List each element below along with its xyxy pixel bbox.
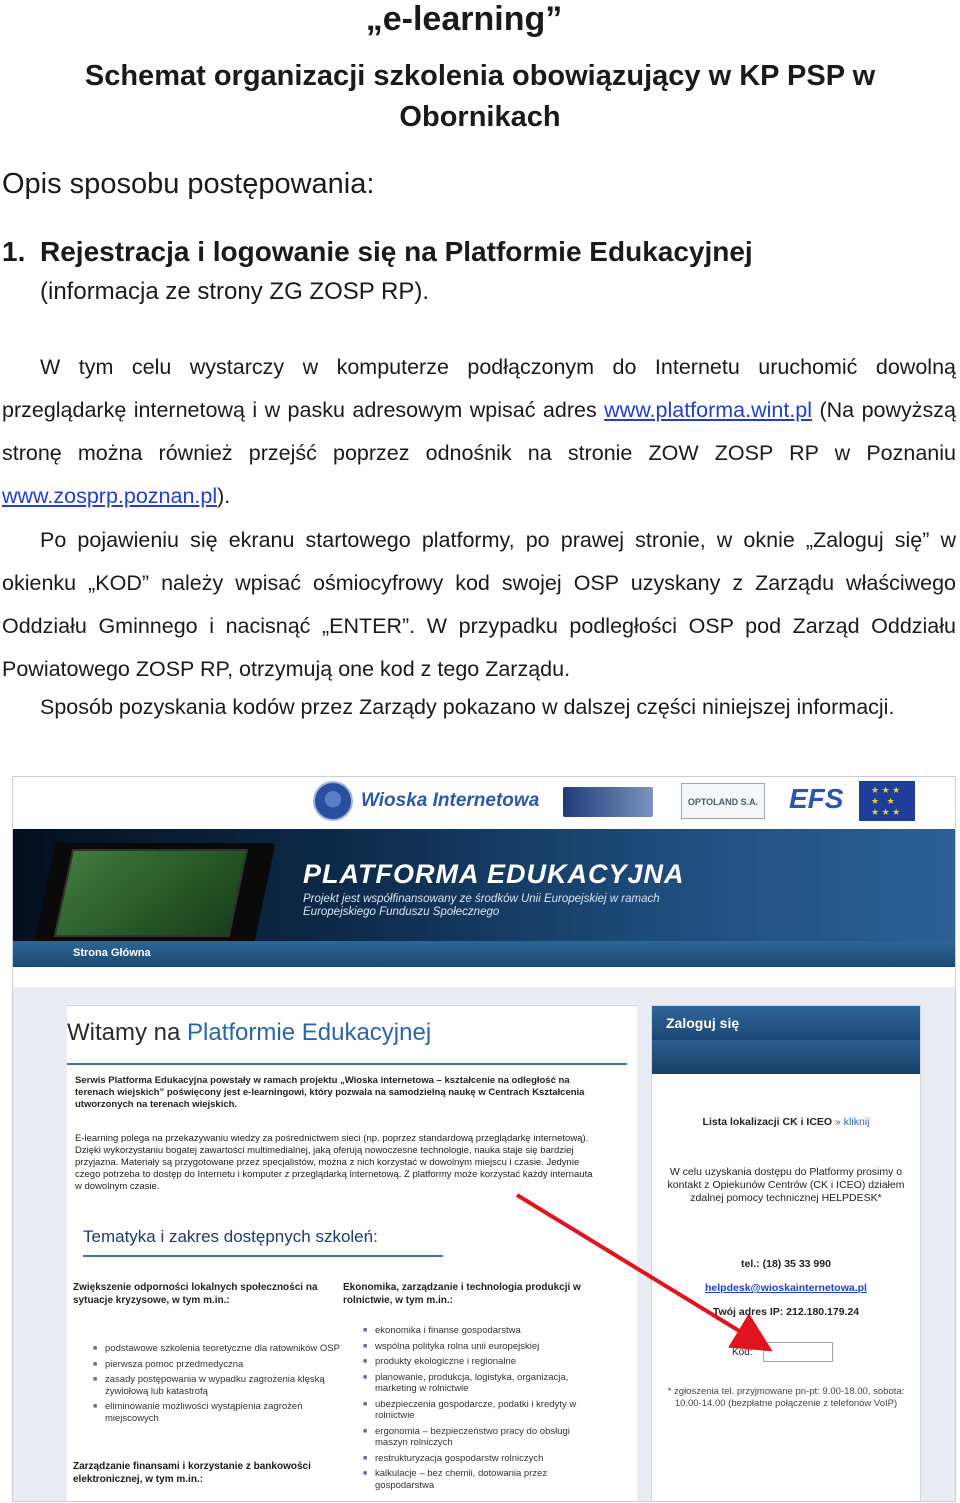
opis-heading: Opis sposobu postępowania: <box>2 168 375 200</box>
ip-address: Twój adres IP: 212.180.179.24 <box>712 1306 860 1318</box>
banner-subtitle: Projekt jest współfinansowany ze środków Unii Europejskiej w ramach Europejskiego Funduszu Społecznego <box>303 893 660 918</box>
pointer-arrow-icon <box>13 777 956 1502</box>
helpdesk-phone: tel.: (18) 35 33 990 <box>741 1258 831 1270</box>
section-number: 1. <box>2 236 26 267</box>
list-item[interactable]: ■ eliminowanie możliwości wystąpienia zagrożeń miejscowych <box>93 1401 343 1424</box>
paragraph-codes: Sposób pozyskania kodów przez Zarządy pokazano w dalszej części niniejszej informacji. <box>40 695 895 719</box>
section-title: Rejestracja i logowanie się na Platformie Edukacyjnej <box>40 236 753 267</box>
helpdesk-email-link[interactable]: helpdesk@wioskainternetowa.pl <box>705 1282 867 1294</box>
section-heading <box>2 234 753 270</box>
zosp-link[interactable]: www.zosprp.poznan.pl <box>2 484 218 508</box>
nav-home[interactable]: Strona Główna <box>73 947 151 959</box>
welcome-intro: Serwis Platforma Edukacyjna powstały w ramach projektu „Wioska internetowa – kształcenie na odległość na terenach wiejskich” poświęcony jest e-learningowi, który pozwala na samodzielną naukę w Centrach Kształcenia utworzonych na terenach wiejskich. <box>75 1075 585 1110</box>
list-item[interactable]: ■ podstawowe szkolenia teoretyczne dla ratowników OSP <box>93 1343 343 1355</box>
list-item[interactable]: ■ pierwsza pomoc przedmedyczna <box>93 1359 343 1371</box>
banner-title: PLATFORMA EDUKACYJNA <box>303 859 685 889</box>
list-item[interactable]: ■ zasady postępowania w wypadku zagrożenia klęską żywiołową lub katastrofą <box>93 1374 343 1397</box>
locations-list: Lista lokalizacji CK i ICEO » kliknij <box>702 1116 870 1128</box>
document-subtitle: Schemat organizacji szkolenia obowiązujący w KP PSP w Obornikach <box>84 60 876 133</box>
paragraph-login: Po pojawieniu się ekranu startowego platformy, po prawej stronie, w oknie „Zaloguj się” w okienku „KOD” należy wpisać ośmiocyfrowy kod swojej OSP uzyskany z Zarządu właściwego Oddziału Gminnego i nacisnąć „ENTER”. W przypadku podległości OSP pod Zarząd Oddziału Powiatowego ZOSP RP, otrzymują one kod z tego Zarządu. <box>2 528 956 681</box>
helpdesk-info: W celu uzyskania dostępu do Platformy prosimy o kontakt z Opiekunów Centrów (CK i ICEO) działem zdalnej pomocy technicznej HELPDESK* <box>667 1166 905 1204</box>
section-source: (informacja ze strony ZG ZOSP RP). <box>40 278 429 305</box>
welcome-description: E-learning polega na przekazywaniu wiedzy za pośrednictwem sieci (np. poprzez standardową przeglądarkę internetową). Dzięki wykorzystaniu bogatej zawartości multimedialnej, jaką oferują nowoczesne technologie, nauka staje się bardziej przyjazna. Materiały są przygotowane przez specjalistów, można z nich korzystać w dowolnym miejscu i czasie. Jedynie czego potrzeba to dostęp do Internetu i komputer z przeglądarką internetową. Z platformy może korzystać każdy internauta w dowolnym czasie. <box>75 1133 593 1192</box>
list-item[interactable]: ■ ergonomia – bezpieczeństwo pracy do obsługi maszyn rolniczych <box>363 1426 593 1449</box>
topics-column-3-heading: Zarządzanie finansami i korzystanie z bankowości elektronicznej, w tym m.in.: <box>73 1461 311 1485</box>
kod-label: Kod: <box>732 1346 753 1358</box>
list-item[interactable]: ■ wspólna polityka rolna unii europejskiej <box>363 1341 593 1353</box>
welcome-title: Witamy na Platformie Edukacyjnej <box>67 1019 432 1046</box>
locations-link[interactable]: » kliknij <box>835 1116 870 1128</box>
list-item[interactable]: ■ ubezpieczenia gospodarcze, podatki i kredyty w rolnictwie <box>363 1399 593 1422</box>
platform-link[interactable]: www.platforma.wint.pl <box>604 398 813 422</box>
login-title: Zaloguj się <box>652 1006 920 1040</box>
optoland-logo: OPTOLAND S.A. <box>681 783 765 819</box>
topics-column-2-heading: Ekonomika, zarządzanie i technologia produkcji w rolnictwie, w tym m.in.: <box>343 1282 581 1306</box>
helpdesk-note: * zgłoszenia tel. przyjmowane pn-pt: 9.00-18.00, sobota: 10.00-14.00 (bezpłatne połączenie z telefonów VoIP) <box>667 1386 905 1409</box>
topics-column-1-heading: Zwiększenie odporności lokalnych społeczności na sytuacje kryzysowe, w tym m.in.: <box>73 1282 318 1306</box>
efs-logo: EFS <box>789 783 844 814</box>
list-item[interactable]: ■ restrukturyzacja gospodarstw rolniczych <box>363 1453 593 1465</box>
list-item[interactable]: ■ ekonomika i finanse gospodarstwa <box>363 1325 593 1337</box>
list-item[interactable]: ■ planowanie, produkcja, logistyka, organizacja, marketing w rolnictwie <box>363 1372 593 1395</box>
document-title: „e-learning” <box>365 0 563 38</box>
topics-title: Tematyka i zakres dostępnych szkoleń: <box>83 1227 378 1246</box>
platform-screenshot <box>12 776 956 1502</box>
wioska-logo: Wioska Internetowa <box>313 781 539 821</box>
paragraph-instructions: W tym celu wystarczy w komputerze podłączonym do Internetu uruchomić dowolną przeglądarkę internetową i w pasku adresowym wpisać adres www.platforma.wint.pl (Na powyższą stronę można również przejść poprzez odnośnik na stronie ZOW ZOSP RP w Poznaniu www.zosprp.poznan.pl). <box>2 355 956 508</box>
list-item[interactable]: ■ produkty ekologiczne i regionalne <box>363 1356 593 1368</box>
list-item[interactable]: ■ kalkulacje – bez chemii, dotowania przez gospodarstwa <box>363 1468 593 1491</box>
